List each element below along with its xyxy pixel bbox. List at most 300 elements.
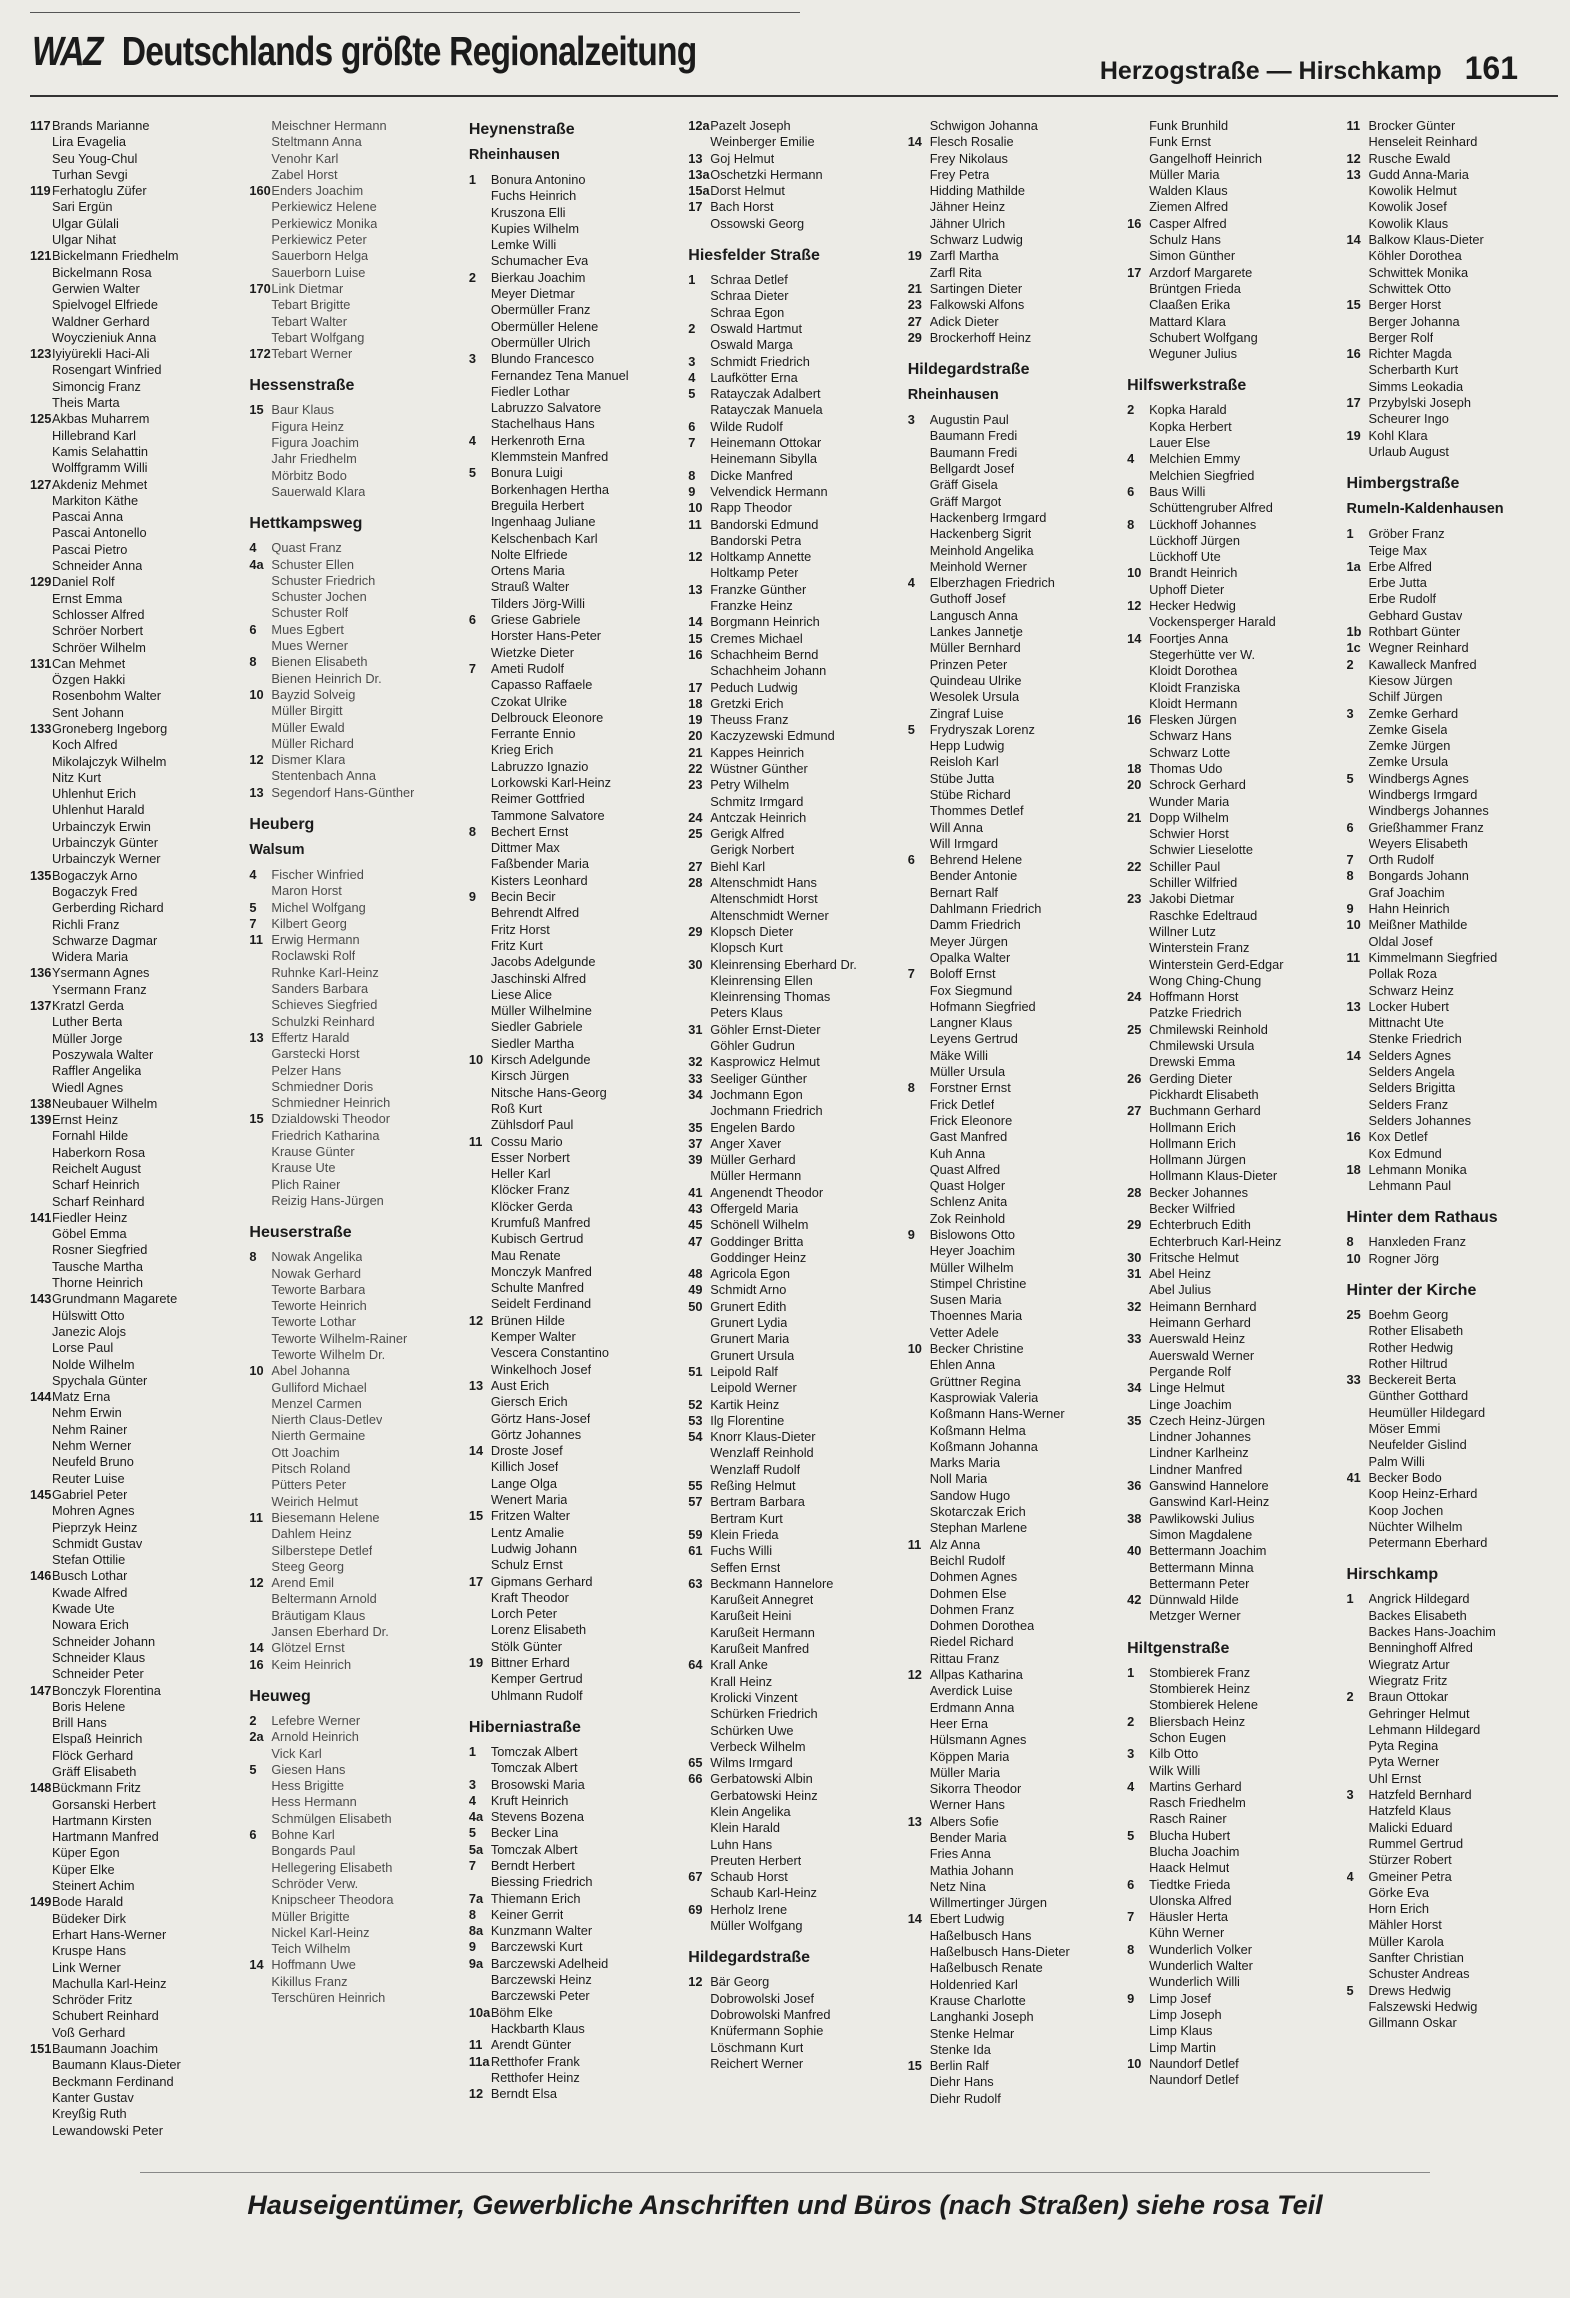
house-number [908,1178,930,1194]
house-number [1127,1429,1149,1445]
resident-name: Agricola Egon [710,1266,790,1282]
resident-entry [908,216,1119,232]
resident-name: Rasch Rainer [1149,1811,1227,1827]
resident-name: Urlaub August [1368,443,1449,459]
resident-name: Pieprzyk Heinz [52,1519,138,1535]
resident-name: Müller Jorge [52,1030,123,1046]
resident-entry [908,1716,1119,1732]
resident-entry [1127,712,1338,728]
resident-name: Goddinger Britta [710,1233,804,1249]
house-number [1127,118,1149,134]
resident-entry [688,199,899,215]
resident-name: Urbainczyk Werner [52,851,161,867]
resident-entry [1127,631,1338,647]
resident-entry [30,118,241,134]
resident-name: Drews Hedwig [1368,1982,1452,1998]
resident-name: Baumann Joachim [52,2041,158,2057]
resident-name: Fiedler Lothar [490,383,570,399]
resident-name: Kleinrensing Thomas [710,989,831,1005]
resident-name: Klemmstein Manfred [490,449,609,465]
resident-name: Karußeit Heini [710,1608,792,1624]
resident-name: Stölk Günter [490,1638,562,1654]
house-number [1127,346,1149,362]
resident-name: Bender Antonie [929,868,1018,884]
resident-entry [688,1380,899,1396]
resident-entry [688,1038,899,1054]
resident-name: Wenzlaff Reinhold [710,1445,814,1461]
resident-name: Ganswind Karl-Heinz [1149,1494,1270,1510]
resident-name: Gerbatowski Albin [710,1771,813,1787]
house-number [908,771,930,787]
resident-entry [469,172,680,188]
house-number: 3 [1346,705,1354,721]
resident-name: Auerswald Werner [1149,1347,1255,1363]
directory-column [908,118,1119,2148]
resident-name: Pelzer Hans [271,1062,342,1078]
resident-entry [249,1957,460,1973]
house-number: 6 [1127,483,1135,499]
resident-name: Will Anna [929,819,984,835]
resident-entry [249,1713,460,1729]
resident-entry [1347,1901,1558,1917]
resident-entry [908,1667,1119,1683]
resident-entry [249,1331,460,1347]
resident-entry [908,2009,1119,2025]
resident-name: Kruft Heinrich [490,1792,569,1808]
house-number [908,1146,930,1162]
resident-name: Stombierek Helene [1149,1697,1258,1713]
house-number [249,1314,271,1330]
resident-name: Bernart Ralf [929,884,998,900]
resident-entry [249,981,460,997]
resident-name: Matz Erna [52,1389,111,1405]
house-number: 24 [688,809,703,825]
house-number [249,1445,271,1461]
resident-entry [1347,1097,1558,1113]
house-number: 45 [688,1217,703,1233]
resident-name: Meinhold Werner [929,558,1027,574]
resident-entry [30,558,241,574]
resident-entry [1127,1152,1338,1168]
resident-name: Kaczyzewski Edmund [710,728,835,744]
house-number: 13 [468,1377,484,1393]
resident-name: Blucha Joachim [1149,1843,1240,1859]
house-number: 13 [688,581,703,597]
street-heading: Hilfswerkstraße [1127,377,1247,395]
resident-name: Mikolajczyk Wilhelm [52,753,167,769]
resident-entry [249,1657,460,1673]
house-number: 3 [1346,1787,1354,1803]
resident-name: Fischer Winfried [271,866,364,882]
resident-entry [1347,444,1558,460]
resident-entry [1347,559,1558,575]
house-number [249,118,271,134]
resident-entry [688,1755,899,1771]
resident-entry [688,1348,899,1364]
resident-entry [1347,281,1558,297]
resident-name: Simon Günther [1149,248,1236,264]
resident-entry [1347,1657,1558,1673]
resident-name: Göhler Gudrun [710,1038,795,1054]
house-number: 13 [688,150,703,166]
house-number [1127,728,1149,744]
resident-name: Hülsmann Agnes [929,1732,1027,1748]
resident-name: Schraa Detlef [710,272,788,288]
house-number [1127,1201,1149,1217]
resident-name: Marks Maria [929,1455,1001,1471]
resident-name: Klein Harald [710,1820,780,1836]
house-number [30,1911,52,1927]
resident-entry [30,1601,241,1617]
resident-entry [908,787,1119,803]
resident-entry [30,1960,241,1976]
house-number [30,1145,52,1161]
house-number [908,885,930,901]
house-number [249,1298,271,1314]
resident-entry [908,950,1119,966]
resident-name: Lentz Amalie [490,1524,565,1540]
resident-entry [249,1128,460,1144]
resident-entry [908,1944,1119,1960]
resident-entry [469,873,680,889]
resident-name: Schwarz Hans [1149,728,1232,744]
resident-entry [1347,950,1558,966]
resident-name: Lorse Paul [52,1340,114,1356]
resident-entry [688,1429,899,1445]
resident-entry [469,1068,680,1084]
resident-name: Winkelhoch Josef [490,1361,592,1377]
resident-name: Kloidt Dorothea [1149,663,1238,679]
resident-entry [249,1477,460,1493]
house-number [1127,582,1149,598]
resident-entry [1127,330,1338,346]
resident-name: Hellegering Elisabeth [271,1859,393,1875]
resident-name: Akbas Muharrem [52,411,150,427]
resident-name: Chmilewski Reinhold [1149,1021,1268,1037]
house-number [30,1503,52,1519]
resident-name: Linge Helmut [1149,1380,1225,1396]
house-number: 8 [249,654,257,670]
resident-entry [469,1427,680,1443]
street-heading: Himbergstraße [1346,475,1460,493]
resident-entry [30,2074,241,2090]
resident-entry [1347,1706,1558,1722]
resident-name: Wunderlich Volker [1149,1941,1253,1957]
street-heading: Hirschkamp [1346,1566,1439,1584]
resident-entry [688,1462,899,1478]
resident-entry [908,624,1119,640]
house-number: 4a [249,556,264,572]
resident-entry [908,1113,1119,1129]
house-number [469,1671,491,1687]
house-number [469,1492,491,1508]
resident-name: Teworte Heinrich [271,1298,367,1314]
house-number [908,1471,930,1487]
resident-name: Abel Julius [1149,1282,1211,1298]
resident-entry [469,612,680,628]
house-number [469,1606,491,1622]
resident-name: Kirsch Jürgen [490,1068,570,1084]
house-number [1127,1527,1149,1543]
resident-entry [1127,1942,1338,1958]
house-number [249,248,271,264]
house-number [1347,1388,1369,1404]
resident-name: Kwade Ute [52,1601,115,1617]
house-number [908,901,930,917]
house-number [249,1014,271,1030]
resident-name: Roclawski Rolf [271,948,356,964]
house-number [30,607,52,623]
house-number [469,188,491,204]
house-number [1127,435,1149,451]
resident-name: Lorch Peter [490,1606,557,1622]
resident-name: Petermann Eberhard [1368,1535,1488,1551]
resident-entry [30,1943,241,1959]
house-number: 12 [907,1667,922,1683]
resident-entry [688,1054,899,1070]
resident-name: Hoffmann Horst [1149,989,1239,1005]
resident-entry [249,1063,460,1079]
resident-name: Richter Magda [1368,346,1452,362]
house-number: 14 [907,134,922,150]
resident-entry [1347,167,1558,183]
resident-name: Sikorra Theodor [929,1781,1022,1797]
resident-entry [1347,803,1558,819]
house-number [908,1977,930,1993]
house-number [908,1325,930,1341]
resident-entry [1127,973,1338,989]
resident-name: Scharf Reinhard [52,1193,145,1209]
resident-entry [469,2021,680,2037]
resident-entry [469,384,680,400]
resident-name: Urbainczyk Erwin [52,818,151,834]
house-number [1127,794,1149,810]
resident-name: Tebart Werner [271,346,353,362]
resident-name: Lankes Jannetje [929,624,1023,640]
resident-name: Kowolik Helmut [1368,183,1457,199]
house-number: 10 [249,1363,264,1379]
resident-entry [1127,118,1338,134]
house-number [688,402,710,418]
resident-name: Barczewski Adelheid [490,1955,609,1971]
resident-entry [688,484,899,500]
resident-entry [1127,1005,1338,1021]
resident-entry [908,771,1119,787]
resident-name: Teige Max [1368,542,1427,558]
house-number [908,232,930,248]
house-number: 5a [468,1841,484,1857]
house-number [30,2123,52,2139]
resident-name: Franzke Günther [710,581,807,597]
house-number [1347,1356,1369,1372]
resident-name: Lewandowski Peter [52,2122,163,2138]
resident-name: Angenendt Theodor [710,1184,824,1200]
resident-name: Echterbruch Karl-Heinz [1149,1233,1282,1249]
house-number [30,151,52,167]
house-number [688,1592,710,1608]
house-number: 41 [1346,1469,1361,1485]
house-number [908,445,930,461]
house-number [908,754,930,770]
resident-name: Michel Wolfgang [271,899,366,915]
resident-entry [469,1622,680,1638]
resident-name: Czokat Ulrike [490,693,567,709]
house-number [688,1038,710,1054]
resident-entry [30,362,241,378]
resident-entry [1127,1380,1338,1396]
house-number [1347,934,1369,950]
resident-name: Dünnwald Hilde [1149,1592,1239,1608]
resident-name: Scherbarth Kurt [1368,362,1459,378]
resident-name: Tammone Salvatore [490,807,605,823]
resident-name: Koßmann Helma [929,1422,1026,1438]
resident-name: Teworte Wilhelm Dr. [271,1347,386,1362]
house-number [688,216,710,232]
resident-entry [688,598,899,614]
resident-entry [908,1390,1119,1406]
resident-entry [469,1052,680,1068]
resident-entry [1127,1266,1338,1282]
resident-entry [908,2026,1119,2042]
resident-name: Bonczyk Florentina [52,1682,161,1698]
resident-name: Hollmann Erich [1149,1119,1236,1135]
resident-name: Pawlikowski Julius [1149,1510,1255,1526]
resident-name: Linge Joachim [1149,1396,1232,1412]
resident-name: Pascai Antonello [52,525,147,541]
resident-name: Hanxleden Franz [1368,1234,1466,1250]
house-number [249,1396,271,1412]
resident-name: Groneberg Ingeborg [52,720,168,736]
resident-name: Hollmann Erich [1149,1135,1236,1151]
house-number [1127,1576,1149,1592]
resident-name: Willmertinger Jürgen [929,1895,1048,1911]
house-number: 3 [468,351,476,367]
resident-entry [249,703,460,719]
house-number [908,526,930,542]
resident-entry [249,468,460,484]
house-number [1347,1178,1369,1194]
resident-entry [908,1471,1119,1487]
house-number [1127,842,1149,858]
house-number: 8 [1346,1234,1354,1250]
house-number [30,281,52,297]
resident-entry [1127,1811,1338,1827]
resident-name: Böhm Elke [490,2004,553,2020]
resident-name: Markiton Käthe [52,492,139,508]
house-number [688,305,710,321]
resident-entry [1347,966,1558,982]
resident-entry [1127,1022,1338,1038]
resident-name: Altenschmidt Werner [710,907,829,923]
house-number [1127,1168,1149,1184]
resident-entry [469,1606,680,1622]
resident-entry [469,1411,680,1427]
house-number: 2 [1346,656,1354,672]
house-number: 18 [1127,760,1142,776]
resident-entry [30,1422,241,1438]
resident-name: Schraa Dieter [710,288,789,304]
house-number [1347,738,1369,754]
resident-name: Siedler Martha [490,1035,575,1051]
house-number [1127,549,1149,565]
house-number: 15 [249,402,264,418]
resident-name: Bohne Karl [271,1827,335,1843]
resident-name: Knipscheer Theodora [271,1892,394,1908]
house-number: 4 [249,540,257,556]
house-number [688,973,710,989]
house-number: 53 [688,1412,703,1428]
resident-entry [908,1292,1119,1308]
resident-name: Boris Helene [52,1698,126,1714]
resident-entry [1347,1470,1558,1486]
house-number: 16 [1127,712,1142,728]
resident-entry [469,547,680,563]
resident-entry [908,722,1119,738]
resident-entry [1127,1925,1338,1941]
resident-name: Gerwien Walter [52,280,140,296]
resident-entry [469,1939,680,1955]
resident-entry [1127,696,1338,712]
house-number: 32 [1127,1298,1142,1314]
house-number: 8a [468,1923,484,1939]
resident-name: Bettermann Joachim [1149,1543,1267,1559]
resident-name: Flesken Jürgen [1149,712,1237,728]
resident-name: Schuster Friedrich [271,572,376,588]
resident-entry [908,1015,1119,1031]
footer-note: Hauseigentümer, Gewerbliche Anschriften und Büros (nach Straßen) siehe rosa Teil [247,2190,1323,2220]
house-number: 6 [249,621,257,637]
resident-name: Wunder Maria [1149,793,1230,809]
resident-name: Susen Maria [929,1292,1002,1308]
house-number [1347,1064,1369,1080]
resident-name: Dicke Manfred [710,467,793,483]
house-number [30,1194,52,1210]
house-number [469,335,491,351]
resident-name: Seu Youg-Chul [52,150,138,166]
resident-name: Heyer Joachim [929,1243,1016,1259]
resident-name: Hackenberg Sigrit [929,526,1032,542]
resident-name: Mittnacht Ute [1368,1015,1444,1031]
resident-entry [1347,1307,1558,1323]
house-number: 14 [1346,232,1361,248]
resident-name: Grunert Edith [710,1298,787,1314]
resident-entry [908,1911,1119,1927]
resident-entry [688,386,899,402]
house-number: 10 [1346,1250,1361,1266]
resident-entry [1127,777,1338,793]
resident-name: Ganswind Hannelore [1149,1478,1269,1494]
resident-name: Ingenhaag Juliane [490,514,596,530]
house-number: 5 [1346,1982,1354,1998]
resident-name: Guthoff Josef [929,591,1006,607]
resident-name: Schröder Fritz [52,1992,133,2008]
resident-entry [1347,1803,1558,1819]
resident-entry [1127,1543,1338,1559]
house-number [30,1063,52,1079]
resident-entry [30,1992,241,2008]
street-range: Herzogstraße — Hirschkamp [1099,57,1442,85]
resident-entry [688,1991,899,2007]
house-number [688,1445,710,1461]
resident-entry [1127,533,1338,549]
resident-entry [1127,663,1338,679]
resident-name: Müller Bernhard [929,640,1021,656]
house-number [469,1166,491,1182]
resident-name: Kupies Wilhelm [490,220,580,236]
resident-name: Gebhard Gustav [1368,607,1463,623]
resident-name: Widera Maria [52,949,129,965]
house-number: 7 [468,1857,476,1873]
